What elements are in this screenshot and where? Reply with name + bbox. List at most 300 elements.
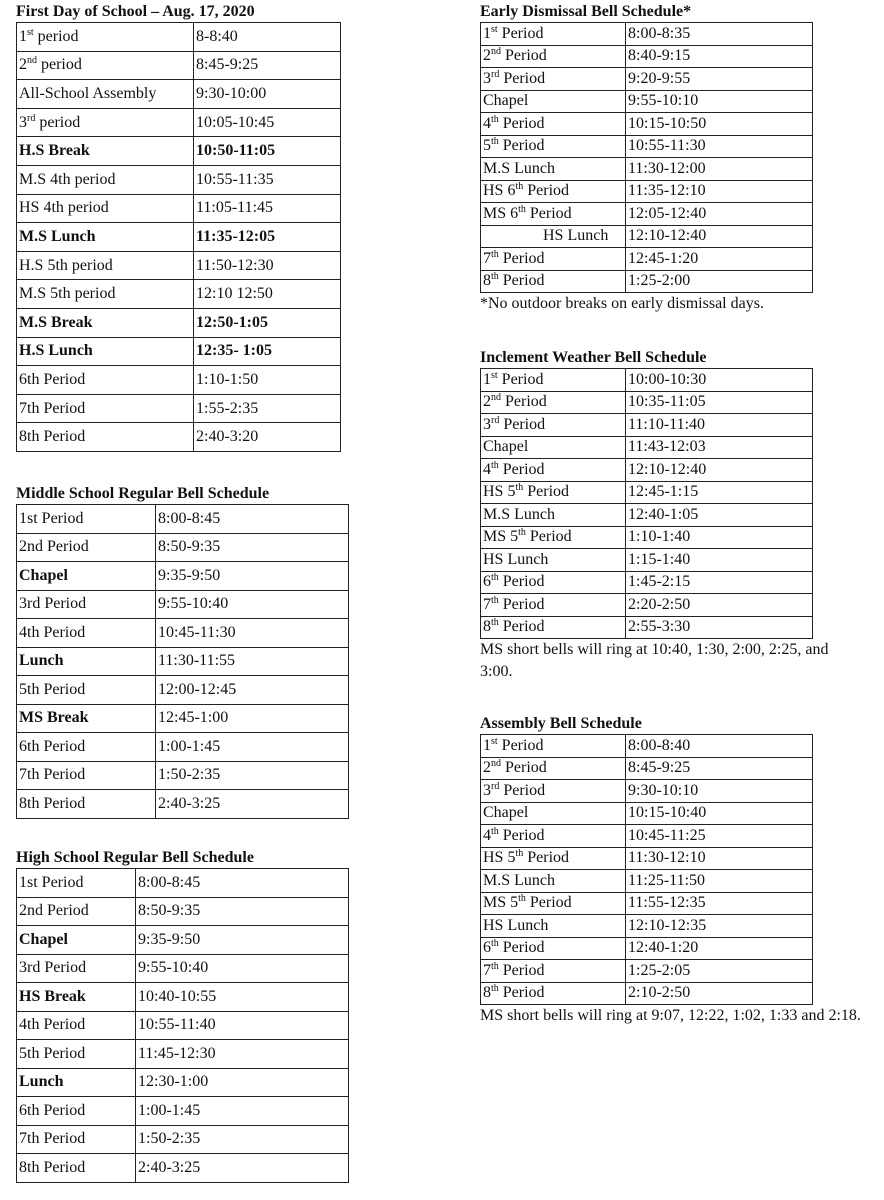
period-label-text: 3 <box>483 69 491 87</box>
period-label-rest: Period <box>498 595 545 613</box>
period-label <box>481 802 626 825</box>
middle-school-schedule <box>16 484 349 819</box>
ordinal-suffix: th <box>491 271 499 283</box>
period-time: 8:45-9:25 <box>194 51 341 80</box>
period-label-text: 3rd Period <box>19 595 87 613</box>
period-time: 8:00-8:35 <box>626 23 813 46</box>
period-time: 8:00-8:40 <box>626 735 813 758</box>
period-label-text: 5th Period <box>19 1044 86 1062</box>
period-time: 11:30-11:55 <box>156 647 349 676</box>
table-row <box>481 571 813 594</box>
table-row <box>481 915 813 938</box>
table-row <box>17 676 349 705</box>
period-label <box>481 369 626 392</box>
period-label-text: M.S 4th period <box>19 170 116 188</box>
period-label <box>17 1011 136 1040</box>
period-time: 10:55-11:40 <box>136 1011 349 1040</box>
assembly-title: Assembly Bell Schedule <box>480 715 642 732</box>
period-label <box>17 897 136 926</box>
period-time: 12:10-12:35 <box>626 915 813 938</box>
period-label-rest: Period <box>499 781 546 799</box>
period-label <box>17 223 194 252</box>
period-label-text: M.S Lunch <box>483 159 555 177</box>
period-label-text: 3 <box>483 415 491 433</box>
period-label <box>17 423 194 452</box>
period-time: 11:43-12:03 <box>626 436 813 459</box>
period-label <box>17 1125 136 1154</box>
period-label <box>17 676 156 705</box>
period-label-text: HS Break <box>19 987 86 1005</box>
period-label <box>481 481 626 504</box>
period-time: 9:35-9:50 <box>136 926 349 955</box>
period-label-text: H.S Break <box>19 142 90 160</box>
period-label <box>17 337 194 366</box>
early-dismissal-note: *No outdoor breaks on early dismissal days. <box>480 295 764 312</box>
early-dismissal-table <box>480 22 813 293</box>
table-row <box>17 869 349 898</box>
period-label-text: 2nd Period <box>19 538 89 556</box>
period-time: 12:40-1:20 <box>626 937 813 960</box>
table-row <box>481 594 813 617</box>
period-label-rest: period <box>33 27 79 45</box>
period-label-rest: Period <box>501 393 547 411</box>
period-label <box>481 23 626 46</box>
period-time: 12:10 12:50 <box>194 280 341 309</box>
period-label-text: 1st Period <box>19 509 84 527</box>
first-day-title: First Day of School – Aug. 17, 2020 <box>16 3 255 20</box>
period-label-text: 8th Period <box>19 428 86 446</box>
period-label <box>481 436 626 459</box>
period-label-text: 4 <box>483 460 491 478</box>
period-label <box>17 108 194 137</box>
table-row <box>481 23 813 46</box>
assembly-schedule <box>480 714 878 1027</box>
period-label-rest: Period <box>498 137 545 155</box>
period-time: 11:10-11:40 <box>626 414 813 437</box>
period-label-rest: Period <box>498 826 545 844</box>
period-label-text: 8 <box>483 272 491 290</box>
ordinal-suffix: st <box>491 23 498 35</box>
period-label-text: 3rd Period <box>19 959 87 977</box>
table-row <box>17 394 341 423</box>
table-row <box>17 80 341 109</box>
period-time: 8:50-9:35 <box>156 533 349 562</box>
period-label <box>17 533 156 562</box>
period-label <box>481 459 626 482</box>
period-label-text: 6th Period <box>19 737 86 755</box>
period-label <box>481 825 626 848</box>
table-row <box>481 391 813 414</box>
table-row <box>17 366 341 395</box>
period-label-text: HS 5 <box>483 849 516 867</box>
table-row <box>17 51 341 80</box>
table-row <box>17 108 341 137</box>
period-label <box>481 135 626 158</box>
period-label-text: 4th Period <box>19 623 86 641</box>
period-label-text: 8th Period <box>19 1158 86 1176</box>
period-time: 1:55-2:35 <box>194 394 341 423</box>
table-row <box>17 897 349 926</box>
period-time: 1:00-1:45 <box>156 733 349 762</box>
period-label-rest: Period <box>497 370 544 388</box>
table-row <box>481 270 813 293</box>
table-row <box>17 1154 349 1183</box>
first-day-schedule <box>16 2 341 452</box>
period-label-rest: Period <box>498 939 545 957</box>
period-label-text: MS Break <box>19 709 89 727</box>
period-label-rest: Period <box>499 415 546 433</box>
period-label-text: 2 <box>483 759 491 777</box>
period-label <box>17 366 194 395</box>
period-label <box>481 594 626 617</box>
period-time: 8:00-8:45 <box>156 505 349 534</box>
period-time: 10:55-11:30 <box>626 135 813 158</box>
period-label-text: 8 <box>483 984 491 1002</box>
ordinal-suffix: th <box>518 893 526 905</box>
period-time: 9:30-10:10 <box>626 780 813 803</box>
period-time: 10:55-11:35 <box>194 165 341 194</box>
period-label-text: M.S Lunch <box>483 871 555 889</box>
period-label <box>481 391 626 414</box>
period-label-text: 8 <box>483 618 491 636</box>
table-row <box>17 562 349 591</box>
period-time: 2:55-3:30 <box>626 616 813 639</box>
period-label <box>481 549 626 572</box>
period-label-rest: period <box>37 56 82 74</box>
ordinal-suffix: rd <box>491 68 500 80</box>
period-label-rest: Period <box>498 249 545 267</box>
ordinal-suffix: nd <box>491 46 501 58</box>
period-label-text: 2 <box>19 56 27 74</box>
period-label-text: MS 5 <box>483 894 519 912</box>
period-label-text: 1 <box>483 736 491 754</box>
period-label-rest: Period <box>525 528 572 546</box>
table-row <box>481 504 813 527</box>
period-label <box>481 45 626 68</box>
ordinal-suffix: th <box>491 938 499 950</box>
period-label-rest: Period <box>498 573 545 591</box>
period-label <box>17 308 194 337</box>
period-label <box>17 790 156 819</box>
period-label-rest: Period <box>501 47 547 65</box>
period-label <box>17 954 136 983</box>
period-label <box>481 225 626 248</box>
period-label <box>17 23 194 52</box>
ordinal-suffix: th <box>491 136 499 148</box>
period-time: 1:50-2:35 <box>136 1125 349 1154</box>
table-row <box>481 757 813 780</box>
ordinal-suffix: th <box>491 617 499 629</box>
period-label <box>481 847 626 870</box>
period-label <box>17 647 156 676</box>
period-label-rest: Period <box>523 182 570 200</box>
period-time: 1:25-2:00 <box>626 270 813 293</box>
period-time: 8:40-9:15 <box>626 45 813 68</box>
table-row <box>481 90 813 113</box>
ordinal-suffix: th <box>491 572 499 584</box>
period-time: 12:45-1:00 <box>156 704 349 733</box>
period-label-text: HS 5 <box>483 483 516 501</box>
period-label-rest: Period <box>498 460 545 478</box>
period-time: 12:10-12:40 <box>626 459 813 482</box>
period-time: 9:35-9:50 <box>156 562 349 591</box>
period-time: 8:45-9:25 <box>626 757 813 780</box>
period-time: 11:35-12:05 <box>194 223 341 252</box>
high-school-schedule <box>16 848 349 1183</box>
period-time: 1:50-2:35 <box>156 761 349 790</box>
table-row <box>17 1097 349 1126</box>
ordinal-suffix: th <box>491 825 499 837</box>
period-label-rest: Period <box>498 272 545 290</box>
period-label-text: 7th Period <box>19 766 86 784</box>
table-row <box>481 802 813 825</box>
period-time: 9:55-10:40 <box>136 954 349 983</box>
table-row <box>17 505 349 534</box>
period-label <box>17 926 136 955</box>
table-row <box>481 45 813 68</box>
period-label-rest: Period <box>499 69 546 87</box>
inclement-weather-schedule <box>480 348 860 683</box>
assembly-note: MS short bells will ring at 9:07, 12:22, 1:02, 1:33 and 2:18. <box>480 1007 861 1024</box>
period-label <box>481 113 626 136</box>
period-label <box>481 757 626 780</box>
table-row <box>17 137 341 166</box>
period-label-text: 2nd Period <box>19 902 89 920</box>
period-time: 2:40-3:25 <box>156 790 349 819</box>
period-time: 12:00-12:45 <box>156 676 349 705</box>
period-label-rest: Period <box>498 114 545 132</box>
table-row <box>481 616 813 639</box>
period-label-text: 5 <box>483 137 491 155</box>
period-label-rest: Period <box>523 849 570 867</box>
table-row <box>481 248 813 271</box>
period-time: 1:00-1:45 <box>136 1097 349 1126</box>
period-label-text: HS Lunch <box>543 227 609 245</box>
ordinal-suffix: nd <box>491 758 501 770</box>
period-time: 8:50-9:35 <box>136 897 349 926</box>
period-time: 12:35- 1:05 <box>194 337 341 366</box>
period-label-text: M.S Break <box>19 313 93 331</box>
period-time: 10:00-10:30 <box>626 369 813 392</box>
period-label-text: 1 <box>483 370 491 388</box>
period-time: 8-8:40 <box>194 23 341 52</box>
period-label <box>481 735 626 758</box>
period-time: 11:25-11:50 <box>626 870 813 893</box>
period-label <box>17 983 136 1012</box>
ordinal-suffix: th <box>515 181 524 193</box>
period-label <box>481 870 626 893</box>
period-label <box>17 1154 136 1183</box>
table-row <box>17 223 341 252</box>
period-label-text: 4th Period <box>19 1016 86 1034</box>
ordinal-suffix: th <box>491 983 499 995</box>
period-label <box>481 248 626 271</box>
table-row <box>17 165 341 194</box>
period-time: 12:30-1:00 <box>136 1068 349 1097</box>
period-label <box>481 982 626 1005</box>
period-time: 1:15-1:40 <box>626 549 813 572</box>
period-time: 11:35-12:10 <box>626 180 813 203</box>
period-label-text: M.S Lunch <box>483 505 555 523</box>
period-time: 2:10-2:50 <box>626 982 813 1005</box>
period-label-text: 4 <box>483 114 491 132</box>
period-time: 1:25-2:05 <box>626 960 813 983</box>
period-label-text: 7 <box>483 595 491 613</box>
period-label-text: M.S Lunch <box>19 227 96 245</box>
ordinal-suffix: st <box>491 735 498 747</box>
ordinal-suffix: rd <box>491 414 500 426</box>
table-row <box>481 135 813 158</box>
period-label-text: 1 <box>19 27 27 45</box>
period-time: 9:55-10:10 <box>626 90 813 113</box>
table-row <box>17 761 349 790</box>
period-label <box>481 937 626 960</box>
period-label <box>17 733 156 762</box>
table-row <box>481 414 813 437</box>
table-row <box>481 369 813 392</box>
period-time: 11:30-12:10 <box>626 847 813 870</box>
table-row <box>481 982 813 1005</box>
ordinal-suffix: th <box>515 848 524 860</box>
period-time: 9:55-10:40 <box>156 590 349 619</box>
ordinal-suffix: st <box>491 369 498 381</box>
period-label-text: 1 <box>483 24 491 42</box>
high-school-title: High School Regular Bell Schedule <box>16 849 254 866</box>
table-row <box>17 590 349 619</box>
period-label <box>481 180 626 203</box>
period-label <box>17 280 194 309</box>
period-label-text: All-School Assembly <box>19 84 157 102</box>
ordinal-suffix: nd <box>27 55 37 67</box>
period-label <box>17 1097 136 1126</box>
period-time: 10:35-11:05 <box>626 391 813 414</box>
table-row <box>481 68 813 91</box>
period-time: 10:40-10:55 <box>136 983 349 1012</box>
ordinal-suffix: th <box>491 960 499 972</box>
table-row <box>17 1040 349 1069</box>
period-label <box>17 51 194 80</box>
table-row <box>17 704 349 733</box>
table-row <box>481 526 813 549</box>
period-label-rest: Period <box>525 204 572 222</box>
period-time: 2:40-3:20 <box>194 423 341 452</box>
ordinal-suffix: th <box>515 482 524 494</box>
period-label-text: HS Lunch <box>483 916 549 934</box>
table-row <box>481 960 813 983</box>
period-label-rest: Period <box>498 961 545 979</box>
period-label <box>17 165 194 194</box>
ordinal-suffix: th <box>491 248 499 260</box>
high-school-table <box>16 868 349 1183</box>
period-label-text: 6th Period <box>19 1101 86 1119</box>
period-label <box>17 704 156 733</box>
period-time: 1:45-2:15 <box>626 571 813 594</box>
ordinal-suffix: th <box>491 113 499 125</box>
period-label <box>17 590 156 619</box>
period-label-text: Lunch <box>19 1073 64 1091</box>
table-row <box>17 23 341 52</box>
period-label <box>481 158 626 181</box>
table-row <box>17 1068 349 1097</box>
period-label <box>17 562 156 591</box>
period-label-text: 7 <box>483 961 491 979</box>
period-label-text: MS 5 <box>483 528 519 546</box>
period-label-text: 1st Period <box>19 873 84 891</box>
period-label <box>481 90 626 113</box>
table-row <box>17 619 349 648</box>
period-label-text: Chapel <box>19 930 68 948</box>
table-row <box>17 533 349 562</box>
period-time: 11:05-11:45 <box>194 194 341 223</box>
table-row <box>481 870 813 893</box>
middle-school-title: Middle School Regular Bell Schedule <box>16 485 270 502</box>
period-label-text: 7 <box>483 249 491 267</box>
table-row <box>481 780 813 803</box>
table-row <box>17 647 349 676</box>
early-dismissal-title: Early Dismissal Bell Schedule* <box>480 3 692 20</box>
period-label-text: Chapel <box>483 804 529 822</box>
period-label-text: 3 <box>483 781 491 799</box>
period-label-text: 7th Period <box>19 399 86 417</box>
period-label-text: Chapel <box>483 438 529 456</box>
period-label-rest: Period <box>498 618 545 636</box>
ordinal-suffix: th <box>491 459 499 471</box>
period-time: 10:45-11:25 <box>626 825 813 848</box>
period-time: 12:45-1:15 <box>626 481 813 504</box>
period-label-text: Chapel <box>483 92 529 110</box>
period-label-rest: Period <box>501 759 547 777</box>
period-label-rest: Period <box>525 894 572 912</box>
period-time: 12:40-1:05 <box>626 504 813 527</box>
period-label <box>481 270 626 293</box>
period-label-rest: Period <box>523 483 570 501</box>
ordinal-suffix: th <box>518 203 526 215</box>
period-label-text: 3 <box>19 113 27 131</box>
period-label-text: H.S 5th period <box>19 256 113 274</box>
ordinal-suffix: th <box>491 594 499 606</box>
table-row <box>481 180 813 203</box>
period-time: 1:10-1:50 <box>194 366 341 395</box>
period-label <box>17 869 136 898</box>
period-label-text: 6th Period <box>19 370 86 388</box>
period-label-text: HS Lunch <box>483 550 549 568</box>
period-label <box>481 504 626 527</box>
period-time: 1:10-1:40 <box>626 526 813 549</box>
period-label <box>481 68 626 91</box>
period-label <box>481 915 626 938</box>
first-day-table <box>16 22 341 452</box>
table-row <box>17 423 341 452</box>
period-label <box>481 571 626 594</box>
table-row <box>481 225 813 248</box>
period-label <box>481 203 626 226</box>
period-label <box>17 194 194 223</box>
period-time: 11:50-12:30 <box>194 251 341 280</box>
period-label-text: H.S Lunch <box>19 342 93 360</box>
period-label-text: 4 <box>483 826 491 844</box>
table-row <box>481 481 813 504</box>
table-row <box>17 280 341 309</box>
period-label <box>17 137 194 166</box>
period-time: 10:15-10:50 <box>626 113 813 136</box>
period-label <box>17 394 194 423</box>
period-time: 12:10-12:40 <box>626 225 813 248</box>
table-row <box>17 308 341 337</box>
period-label <box>17 619 156 648</box>
period-label-text: M.S 5th period <box>19 285 116 303</box>
assembly-table <box>480 734 813 1005</box>
period-label-text: MS 6 <box>483 204 519 222</box>
